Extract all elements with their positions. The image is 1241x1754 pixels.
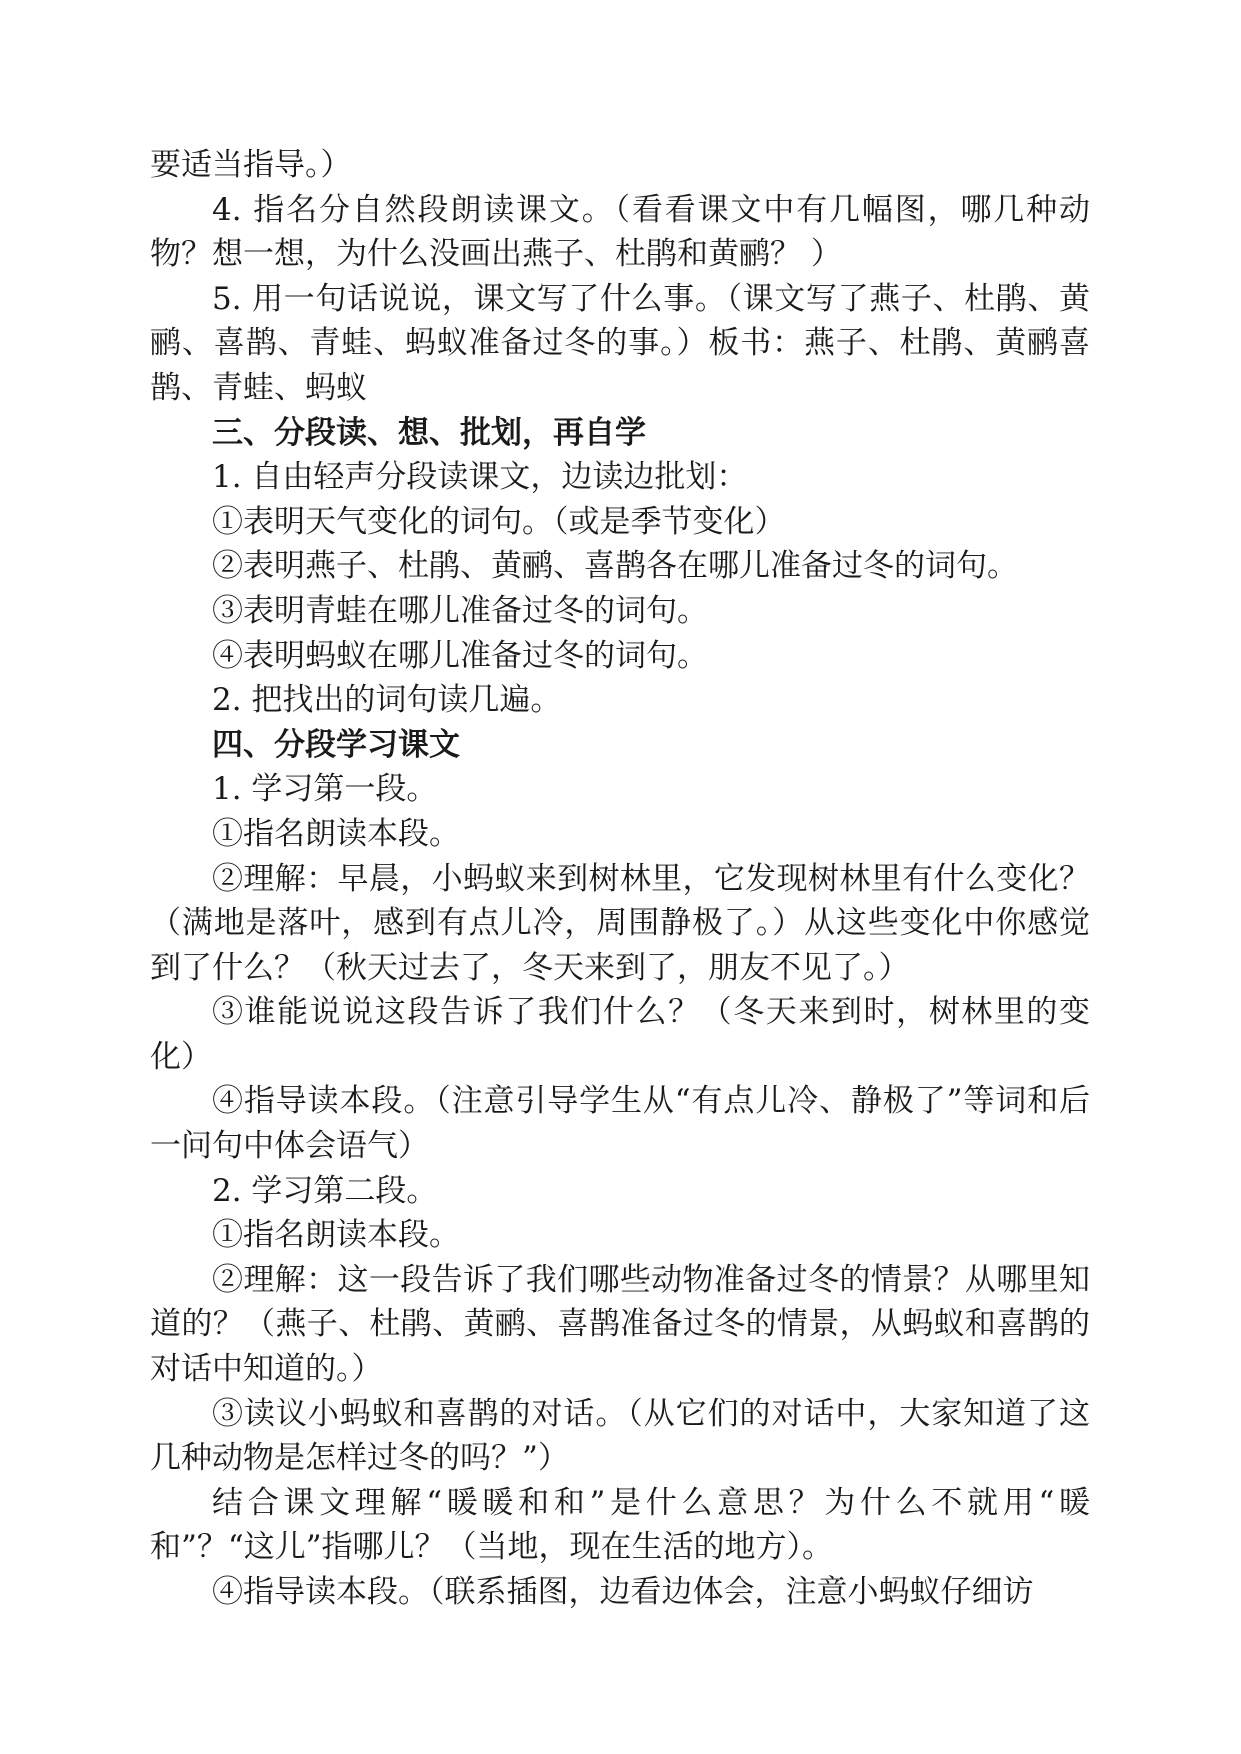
document-page: [150, 143, 1090, 1615]
list-item: 2. 把找出的词句读几遍。: [212, 682, 562, 719]
list-item: ③表明青蛙在哪儿准备过冬的词句。: [212, 592, 708, 629]
list-item: ④指导读本段。（联系插图，边看边体会，注意小蚂蚁仔细访: [212, 1574, 1034, 1610]
list-item: ①指名朗读本段。: [212, 1217, 460, 1254]
list-item: ④指导读本段。（注意引导学生从“有点儿冷、静极了”等词和后一问句中体会语气）: [150, 1083, 1090, 1165]
text-line: 要适当指导。）: [150, 147, 352, 183]
list-item: ②理解：这一段告诉了我们哪些动物准备过冬的情景？从哪里知道的？（燕子、杜鹃、黄鹂、喜鹊准备过冬的情景，从蚂蚁和喜鹊的对话中知道的。）: [150, 1261, 1090, 1388]
list-item: ②表明燕子、杜鹃、黄鹂、喜鹊各在哪儿准备过冬的词句。: [212, 548, 1018, 585]
list-item: ①表明天气变化的词句。（或是季节变化）: [212, 503, 786, 540]
list-item: ①指名朗读本段。: [212, 815, 460, 852]
list-item: 5. 用一句话说说，课文写了什么事。（课文写了燕子、杜鹃、黄鹂、喜鹊、青蛙、蚂蚁准备过冬的事。）板书：燕子、杜鹃、黄鹂喜鹊、青蛙、蚂蚁: [150, 280, 1090, 406]
list-item: 2. 学习第二段。: [212, 1172, 438, 1209]
paragraph: 结合课文理解“暖暖和和”是什么意思？为什么不就用“暖和”？“这儿”指哪儿？（当地，现在生活的地方）。: [150, 1484, 1090, 1566]
list-item: ④表明蚂蚁在哪儿准备过冬的词句。: [212, 637, 708, 674]
list-item: ③谁能说说这段告诉了我们什么？（冬天来到时，树林里的变化）: [150, 994, 1090, 1075]
section-heading: 四、分段学习课文: [212, 726, 460, 763]
list-item: 1. 自由轻声分段读课文，边读边批划：: [212, 459, 748, 496]
list-item: ②理解：早晨，小蚂蚁来到树林里，它发现树林里有什么变化？（满地是落叶，感到有点儿冷，周围静极了。）从这些变化中你感觉到了什么？（秋天过去了，冬天来到了，朋友不见了。）: [150, 860, 1090, 986]
section-heading: 三、分段读、想、批划，再自学: [212, 414, 646, 451]
list-item: 1. 学习第一段。: [212, 771, 438, 808]
list-item: 4. 指名分自然段朗读课文。（看看课文中有几幅图，哪几种动物？想一想，为什么没画出燕子、杜鹃和黄鹂？ ）: [150, 191, 1090, 273]
list-item: ③读议小蚂蚁和喜鹊的对话。（从它们的对话中，大家知道了这几种动物是怎样过冬的吗？”）: [150, 1395, 1090, 1477]
